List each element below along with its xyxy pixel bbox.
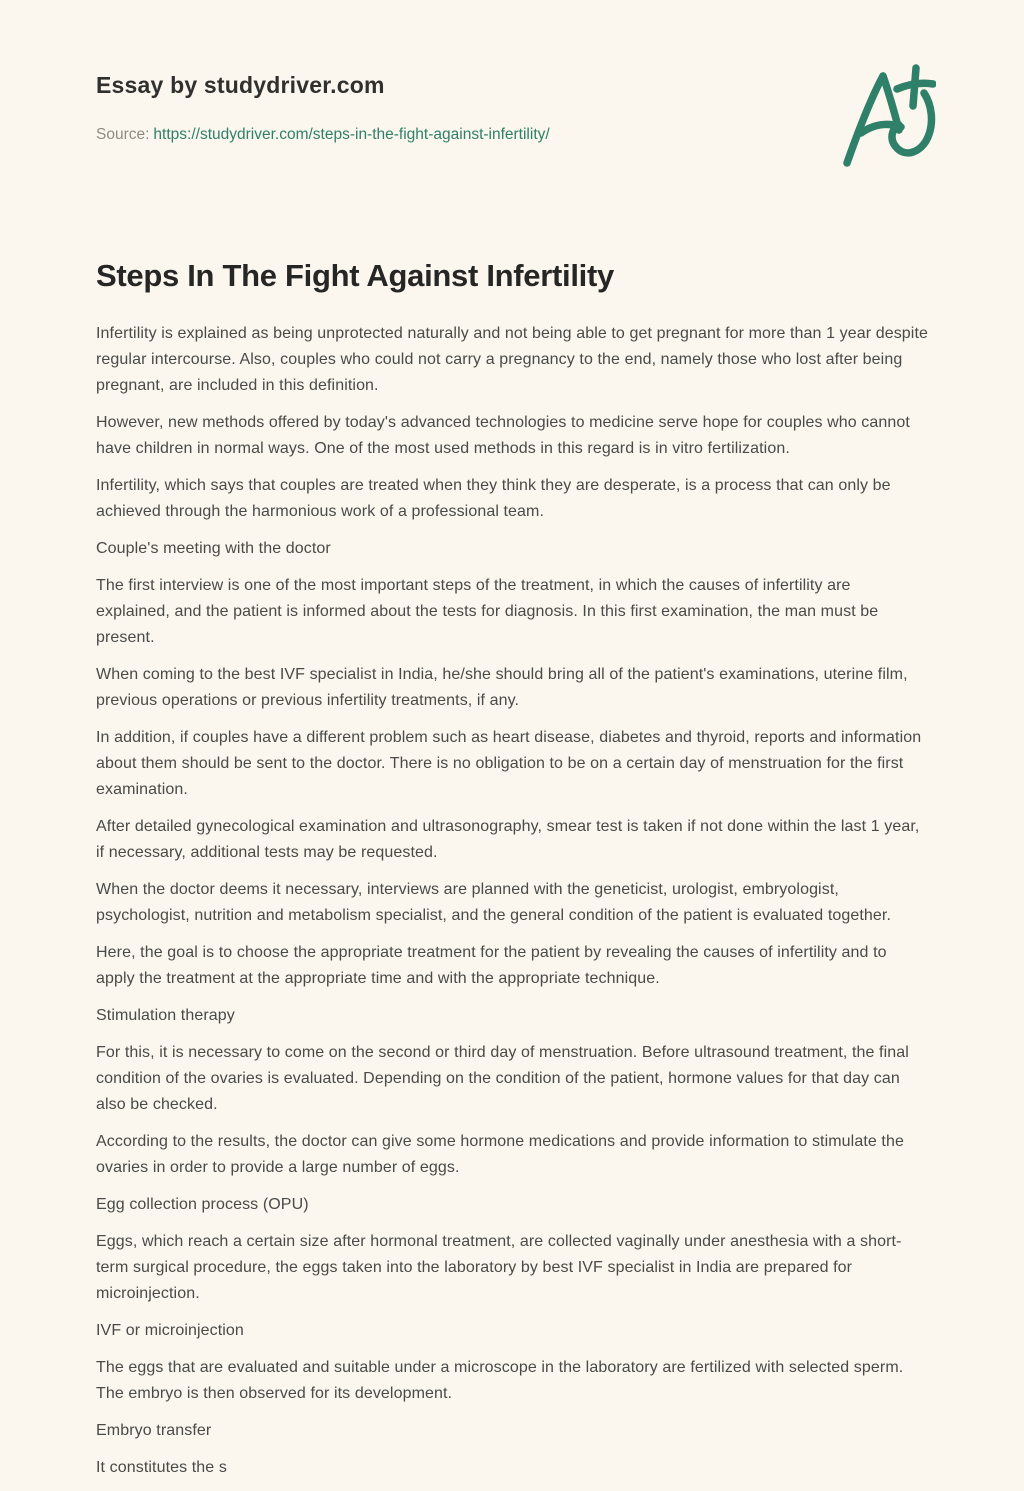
- essay-paragraph-truncated: It constitutes the s: [96, 1458, 227, 1476]
- a-plus-logo-icon: [836, 62, 936, 172]
- essay-paragraph: When coming to the best IVF specialist in India, he/she should bring all of the patient's examinations, uterine film, previous operations or previous infertility treatments, if any.: [96, 665, 908, 709]
- source-line: [96, 125, 928, 145]
- essay-paragraph: After detailed gynecological examination and ultrasonography, smear test is taken if not done within the last 1 year, if necessary, additional tests may be requested.: [96, 817, 920, 861]
- article-title: Steps In The Fight Against Infertility: [96, 258, 614, 293]
- essay-paragraph: The first interview is one of the most important steps of the treatment, in which the causes of infertility are explained, and the patient is informed about the tests for diagnosis. In this first examination, the man must be present.: [96, 576, 879, 646]
- essay-paragraph: However, new methods offered by today's advanced technologies to medicine serve hope for couples who cannot have children in normal ways. One of the most used methods in this regard is in vitro fertilization.: [96, 413, 910, 457]
- essay-paragraph: Eggs, which reach a certain size after hormonal treatment, are collected vaginally under anesthesia with a short-term surgical procedure, the eggs taken into the laboratory by best IVF specialist in India are prepared for microinjection.: [96, 1232, 902, 1302]
- essay-paragraph: According to the results, the doctor can give some hormone medications and provide information to stimulate the ovaries in order to provide a large number of eggs.: [96, 1132, 904, 1176]
- essay-paragraph: When the doctor deems it necessary, interviews are planned with the geneticist, urologist, embryologist, psychologist, nutrition and metabolism specialist, and the general condition of the patient is evaluated together.: [96, 880, 892, 924]
- essay-paragraph: Infertility, which says that couples are treated when they think they are desperate, is a process that can only be achieved through the harmonious work of a professional team.: [96, 476, 891, 520]
- essay-paragraph: The eggs that are evaluated and suitable under a microscope in the laboratory are fertilized with selected sperm. The embryo is then observed for its development.: [96, 1358, 904, 1402]
- source-url-link[interactable]: https://studydriver.com/steps-in-the-fight-against-infertility/: [153, 125, 550, 143]
- essay-subheading: Couple's meeting with the doctor: [96, 539, 331, 557]
- essay-subheading: Egg collection process (OPU): [96, 1195, 309, 1213]
- page-header: [96, 72, 928, 172]
- essay-paragraph: Infertility is explained as being unprotected naturally and not being able to get pregnant for more than 1 year despite regular intercourse. Also, couples who could not carry a pregnancy to the end, namely those who lost after being pregnant, are included in this definition.: [96, 324, 928, 394]
- essay-subheading: Embryo transfer: [96, 1421, 212, 1439]
- essay-paragraph: Here, the goal is to choose the appropriate treatment for the patient by revealing the causes of infertility and to apply the treatment at the appropriate time and with the appropriate technique.: [96, 943, 887, 987]
- essay-subheading: Stimulation therapy: [96, 1006, 235, 1024]
- essay-byline: Essay by studydriver.com: [96, 72, 385, 98]
- source-label: Source:: [96, 125, 150, 143]
- essay-subheading: IVF or microinjection: [96, 1321, 244, 1339]
- article-body: [96, 321, 928, 1481]
- essay-paragraph: In addition, if couples have a different problem such as heart disease, diabetes and thyroid, reports and information about them should be sent to the doctor. There is no obligation to be on a certain day of menstruation for the first examination.: [96, 728, 922, 798]
- essay-paragraph: For this, it is necessary to come on the second or third day of menstruation. Before ultrasound treatment, the final condition of the ovaries is evaluated. Depending on the condition of the patient, hormone values for that day can also be checked.: [96, 1043, 909, 1113]
